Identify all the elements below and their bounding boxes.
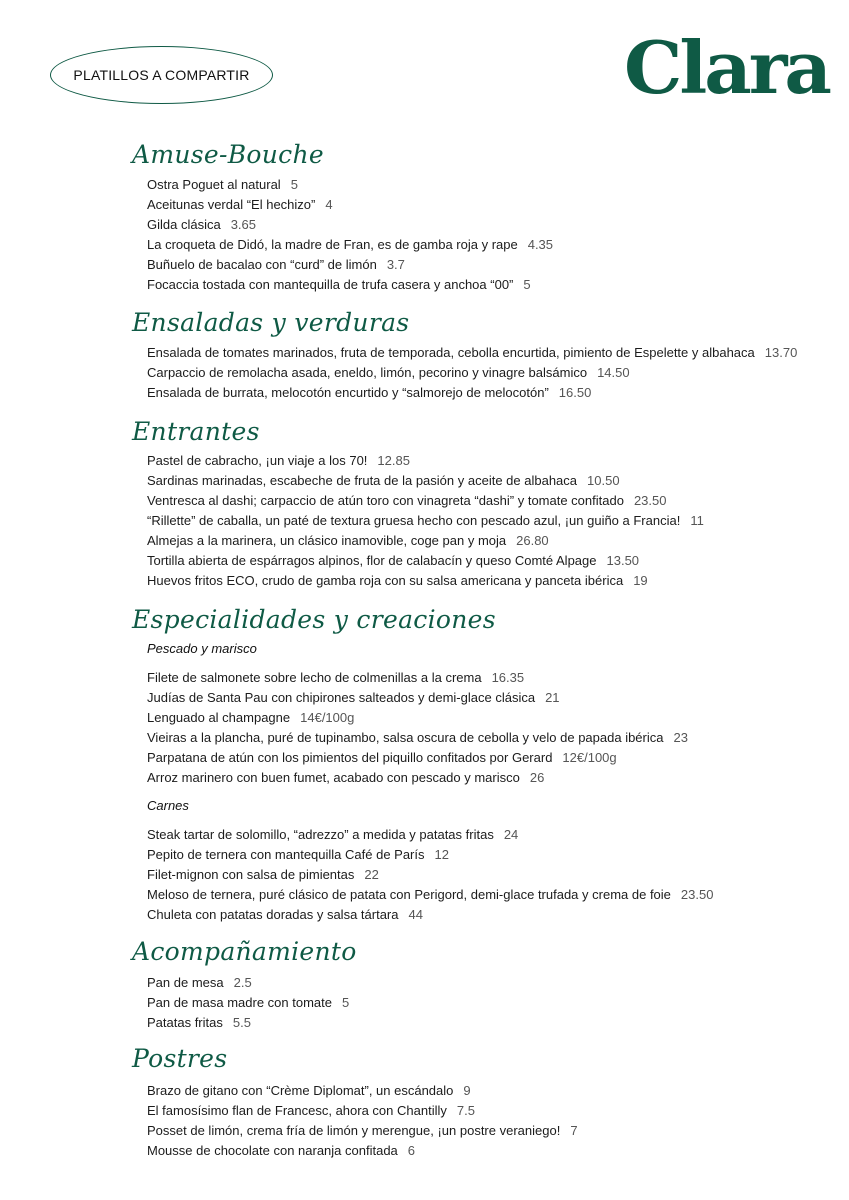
dish-name: “Rillette” de caballa, un paté de textura gruesa hecho con pescado azul, ¡un guiño a Francia! [147, 513, 681, 528]
menu-item [147, 175, 553, 195]
dish-price: 4.35 [527, 237, 554, 252]
dish-name: Patatas fritas [147, 1015, 223, 1030]
menu-item [147, 571, 704, 591]
menu-item [147, 1121, 578, 1141]
subsection-carnes: Carnes [147, 798, 189, 813]
dish-price: 5.5 [232, 1015, 251, 1030]
menu-item [147, 531, 704, 551]
menu-item [147, 383, 797, 403]
list-ensaladas [147, 343, 797, 403]
list-entrantes [147, 451, 704, 591]
menu-item [147, 275, 553, 295]
dish-name: Focaccia tostada con mantequilla de trufa casera y anchoa “00” [147, 277, 514, 292]
dish-name: Lenguado al champagne [147, 710, 291, 725]
menu-item [147, 1081, 578, 1101]
dish-price: 12€/100g [562, 750, 617, 765]
dish-name: Huevos fritos ECO, crudo de gamba roja con su salsa americana y panceta ibérica [147, 573, 624, 588]
restaurant-logo: Clara [624, 25, 829, 110]
dish-price: 14€/100g [300, 710, 355, 725]
dish-name: Vieiras a la plancha, puré de tupinambo, salsa oscura de cebolla y velo de papada ibérica [147, 730, 664, 745]
menu-item [147, 1141, 578, 1161]
dish-name: Chuleta con patatas doradas y salsa tártara [147, 907, 399, 922]
dish-name: Almejas a la marinera, un clásico inamovible, coge pan y moja [147, 533, 507, 548]
dish-price: 4 [325, 197, 333, 212]
dish-price: 9 [463, 1083, 471, 1098]
dish-name: Brazo de gitano con “Crème Diplomat”, un escándalo [147, 1083, 454, 1098]
dish-name: Steak tartar de solomillo, “adrezzo” a medida y patatas fritas [147, 827, 494, 842]
dish-name: Ostra Poguet al natural [147, 177, 281, 192]
dish-name: Buñuelo de bacalao con “curd” de limón [147, 257, 377, 272]
dish-price: 12 [434, 847, 449, 862]
menu-item [147, 255, 553, 275]
menu-item [147, 215, 553, 235]
section-title-especialidades: Especialidades y creaciones [132, 605, 496, 634]
section-title-postres: Postres [132, 1044, 228, 1073]
dish-price: 2.5 [233, 975, 252, 990]
menu-item [147, 905, 713, 925]
dish-name: Pan de masa madre con tomate [147, 995, 332, 1010]
dish-name: Ventresca al dashi; carpaccio de atún toro con vinagreta “dashi” y tomate confitado [147, 493, 624, 508]
dish-price: 19 [633, 573, 648, 588]
dish-name: Pepito de ternera con mantequilla Café de París [147, 847, 425, 862]
menu-item [147, 688, 688, 708]
dish-price: 14.50 [597, 365, 630, 380]
dish-name: Filet-mignon con salsa de pimientas [147, 867, 355, 882]
dish-name: Pan de mesa [147, 975, 224, 990]
dish-name: Pastel de cabracho, ¡un viaje a los 70! [147, 453, 368, 468]
menu-item [147, 1013, 349, 1033]
menu-item [147, 845, 713, 865]
dish-name: El famosísimo flan de Francesc, ahora con Chantilly [147, 1103, 447, 1118]
dish-price: 23.50 [633, 493, 667, 508]
menu-item [147, 993, 349, 1013]
dish-name: Gilda clásica [147, 217, 221, 232]
menu-item [147, 1101, 578, 1121]
dish-price: 16.50 [558, 385, 592, 400]
subsection-pescado: Pescado y marisco [147, 641, 257, 656]
category-badge: PLATILLOS A COMPARTIR [50, 46, 273, 104]
dish-price: 3.65 [230, 217, 257, 232]
section-title-acompanamiento: Acompañamiento [132, 937, 357, 966]
dish-name: Filete de salmonete sobre lecho de colmenillas a la crema [147, 670, 482, 685]
menu-item [147, 885, 713, 905]
dish-name: Arroz marinero con buen fumet, acabado con pescado y marisco [147, 770, 520, 785]
menu-item [147, 451, 704, 471]
dish-price: 5 [523, 277, 531, 292]
menu-item [147, 235, 553, 255]
menu-item [147, 363, 797, 383]
dish-price: 7 [570, 1123, 578, 1138]
dish-name: Parpatana de atún con los pimientos del piquillo confitados por Gerard [147, 750, 553, 765]
dish-name: Mousse de chocolate con naranja confitada [147, 1143, 398, 1158]
list-postres [147, 1081, 578, 1161]
section-title-amuse-bouche: Amuse-Bouche [132, 140, 324, 169]
dish-name: Meloso de ternera, puré clásico de patata con Perigord, demi-glace trufada y crema de foie [147, 887, 671, 902]
list-carnes [147, 825, 713, 925]
section-title-ensaladas: Ensaladas y verduras [132, 308, 410, 337]
menu-item [147, 668, 688, 688]
list-acompanamiento [147, 973, 349, 1033]
dish-name: Ensalada de tomates marinados, fruta de temporada, cebolla encurtida, pimiento de Espelette y albahaca [147, 345, 755, 360]
dish-price: 10.50 [587, 473, 620, 488]
dish-name: Aceitunas verdal “El hechizo” [147, 197, 316, 212]
dish-price: 26 [529, 770, 545, 785]
dish-price: 3.7 [386, 257, 405, 272]
dish-price: 44 [408, 907, 423, 922]
dish-price: 12.85 [377, 453, 410, 468]
menu-item [147, 768, 688, 788]
dish-price: 6 [407, 1143, 416, 1158]
dish-price: 5 [290, 177, 298, 192]
menu-item [147, 471, 704, 491]
dish-price: 16.35 [491, 670, 525, 685]
dish-name: Ensalada de burrata, melocotón encurtido y “salmorejo de melocotón” [147, 385, 549, 400]
dish-name: La croqueta de Didó, la madre de Fran, es de gamba roja y rape [147, 237, 518, 252]
dish-price: 26.80 [516, 533, 549, 548]
dish-price: 21 [545, 690, 560, 705]
dish-name: Sardinas marinadas, escabeche de fruta de la pasión y aceite de albahaca [147, 473, 578, 488]
list-amuse-bouche [147, 175, 553, 295]
dish-name: Carpaccio de remolacha asada, eneldo, limón, pecorino y vinagre balsámico [147, 365, 588, 380]
dish-price: 7.5 [456, 1103, 475, 1118]
menu-item [147, 728, 688, 748]
dish-price: 23.50 [680, 887, 714, 902]
dish-price: 13.50 [606, 553, 640, 568]
list-pescado [147, 668, 688, 788]
menu-item [147, 195, 553, 215]
section-title-entrantes: Entrantes [132, 417, 260, 446]
menu-item [147, 708, 688, 728]
dish-price: 11 [690, 513, 704, 528]
dish-price: 23 [673, 730, 688, 745]
menu-item [147, 511, 704, 531]
dish-price: 24 [503, 827, 519, 842]
dish-name: Posset de limón, crema fría de limón y merengue, ¡un postre veraniego! [147, 1123, 561, 1138]
menu-item [147, 551, 704, 571]
menu-item [147, 865, 713, 885]
dish-name: Judías de Santa Pau con chipirones salteados y demi-glace clásica [147, 690, 536, 705]
menu-item [147, 343, 797, 363]
menu-item [147, 825, 713, 845]
dish-price: 22 [364, 867, 379, 882]
menu-item [147, 973, 349, 993]
dish-price: 13.70 [764, 345, 798, 360]
menu-item [147, 748, 688, 768]
menu-item [147, 491, 704, 511]
dish-name: Tortilla abierta de espárragos alpinos, flor de calabacín y queso Comté Alpage [147, 553, 597, 568]
dish-price: 5 [342, 995, 350, 1010]
